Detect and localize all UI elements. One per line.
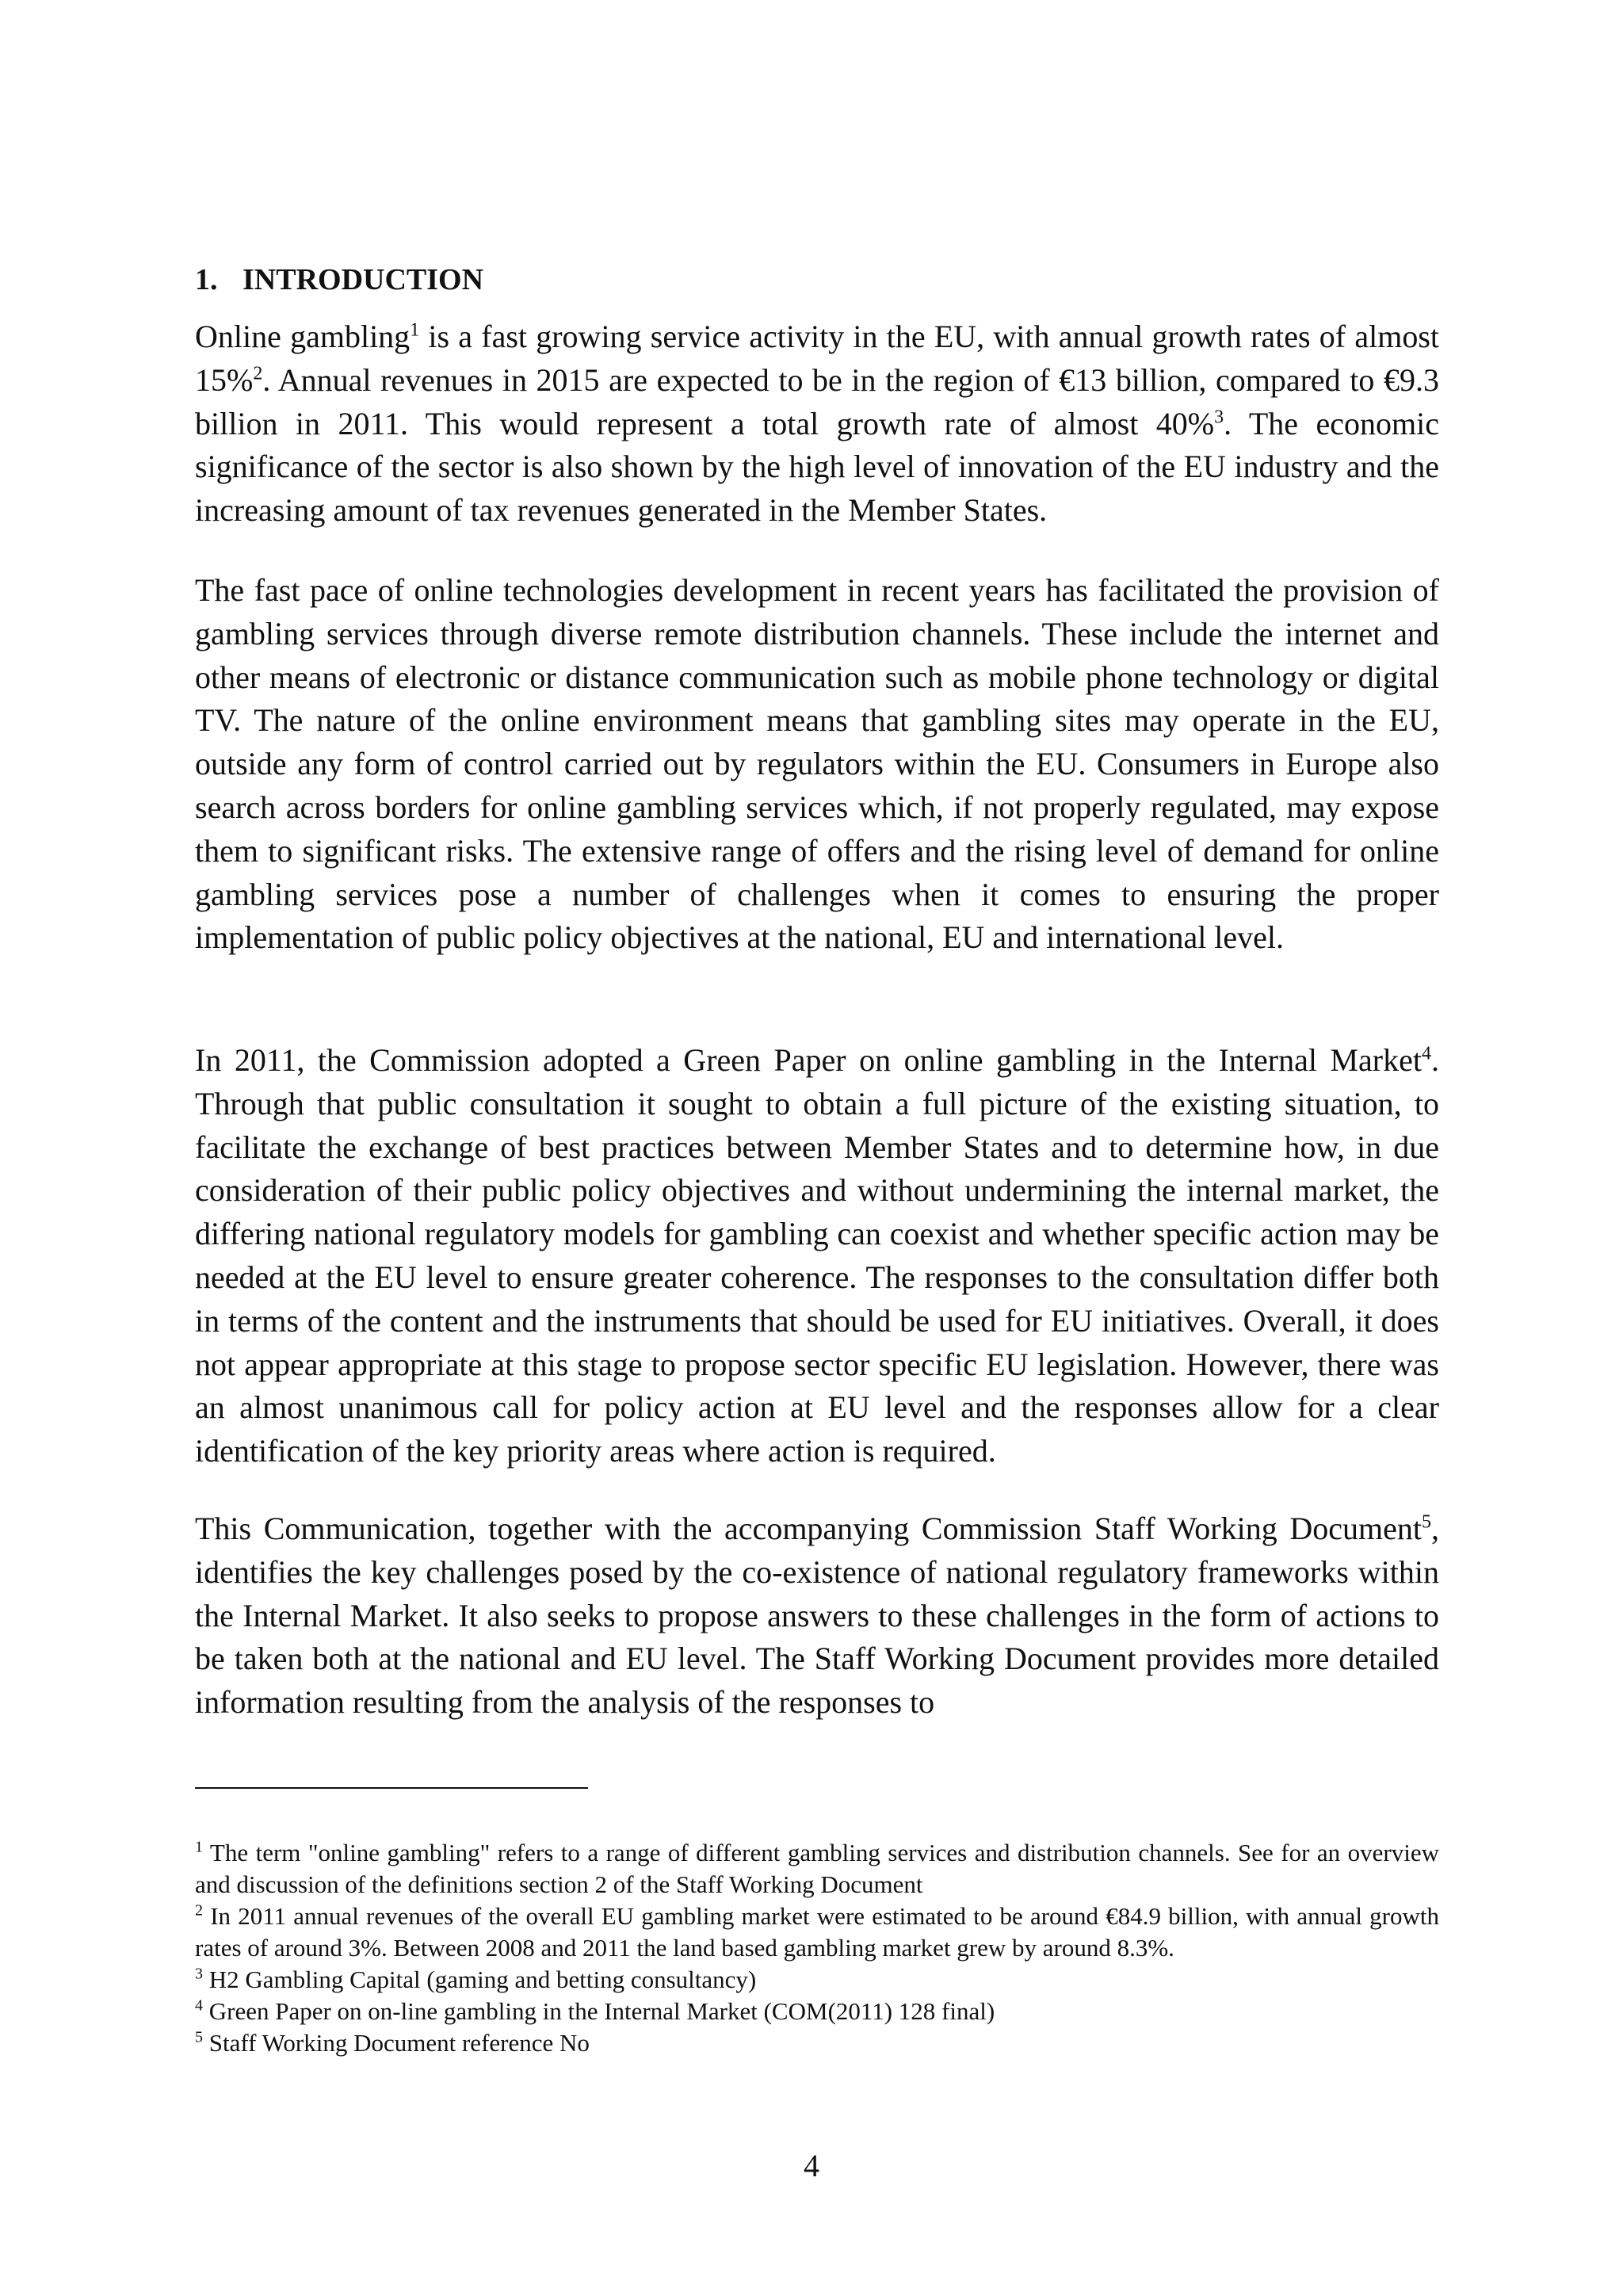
paragraph-1 [195,315,1439,533]
section-heading [195,260,483,300]
paragraph-1-text-b: is a fast growing service activity in the EU, with annual growth rates of almost 15% [195,319,1439,398]
footnote-text: The term "online gambling" refers to a range of different gambling services and distribution channels. See for an overview and discussion of the definitions section 2 of the Staff Working Document [195,1839,1439,1898]
footnote-marker: 4 [195,1996,203,2015]
footnote-2 [195,1901,1439,1964]
paragraph-4-text-b: , identifies the key challenges posed by the co-existence of national regulatory frameworks within the Internal Market. It also seeks to propose answers to these challenges in the form of actions to be taken both at the national and EU level. The Staff Working Document provides more detailed information resulting from the analysis of the responses to [195,1511,1439,1721]
footnote-marker: 2 [195,1901,203,1920]
paragraph-4-text-a: This Communication, together with the accompanying Commission Staff Working Document [195,1511,1422,1546]
footnote-marker: 5 [195,2028,203,2046]
page-number: 4 [804,2148,819,2183]
footnote-5 [195,2027,1439,2059]
footnotes [195,1837,1439,2059]
footnote-ref-5: 5 [1422,1511,1431,1533]
footnote-ref-2: 2 [253,363,263,384]
section-number: 1. [195,263,218,296]
paragraph-3 [195,1039,1439,1473]
footnote-text: In 2011 annual revenues of the overall EU gambling market were estimated to be around €84.9 billion, with annual growth rates of around 3%. Between 2008 and 2011 the land based gambling market grew by around 8.3%. [195,1902,1439,1962]
paragraph-2: The fast pace of online technologies development in recent years has facilitated the provision of gambling services through diverse remote distribution channels. These include the internet and other means of electronic or distance communication such as mobile phone technology or digital TV. The nature of the online environment means that gambling sites may operate in the EU, outside any form of control carried out by regulators within the EU. Consumers in Europe also search across borders for online gambling services which, if not properly regulated, may expose them to significant risks. The extensive range of offers and the rising level of demand for online gambling services pose a number of challenges when it comes to ensuring the proper implementation of public policy objectives at the national, EU and international level. [195,572,1439,956]
footnote-marker: 3 [195,1965,203,1983]
footnote-text: Staff Working Document reference No [203,2029,590,2057]
footnote-separator [195,1787,588,1789]
footnote-ref-1: 1 [410,319,420,341]
paragraph-1-text-d: . The economic significance of the sector is also shown by the high level of innovation of the EU industry and the increasing amount of tax revenues generated in the Member States. [195,405,1440,529]
footnote-3 [195,1964,1439,1996]
footnote-marker: 1 [195,1838,203,1856]
paragraph-3-text-b: . Through that public consultation it sought to obtain a full picture of the existing situation, to facilitate the exchange of best practices between Member States and to determine how, in due consideration of their public policy objectives and without undermining the internal market, the differing national regulatory models for gambling can coexist and whether specific action may be needed at the EU level to ensure greater coherence. The responses to the consultation differ both in terms of the content and the instruments that should be used for EU initiatives. Overall, it does not appear appropriate at this stage to propose sector specific EU legislation. However, there was an almost unanimous call for policy action at EU level and the responses allow for a clear identification of the key priority areas where action is required. [195,1042,1439,1469]
footnote-ref-4: 4 [1422,1043,1431,1064]
paragraph-1-text-c: . Annual revenues in 2015 are expected to be in the region of €13 billion, compared to €9.3 billion in 2011. This would represent a total growth rate of almost 40% [195,361,1439,441]
footnote-ref-3: 3 [1214,407,1224,428]
footnote-text: Green Paper on on-line gambling in the Internal Market (COM(2011) 128 final) [203,1997,995,2025]
footnote-1 [195,1837,1439,1901]
paragraph-3-text-a: In 2011, the Commission adopted a Green Paper on online gambling in the Internal Market [195,1042,1422,1078]
footnote-4 [195,1996,1439,2027]
footnote-text: H2 Gambling Capital (gaming and betting consultancy) [203,1966,757,1993]
paragraph-4 [195,1507,1439,1725]
section-title: INTRODUCTION [242,263,484,296]
paragraph-1-text-a: Online gambling [195,319,411,354]
